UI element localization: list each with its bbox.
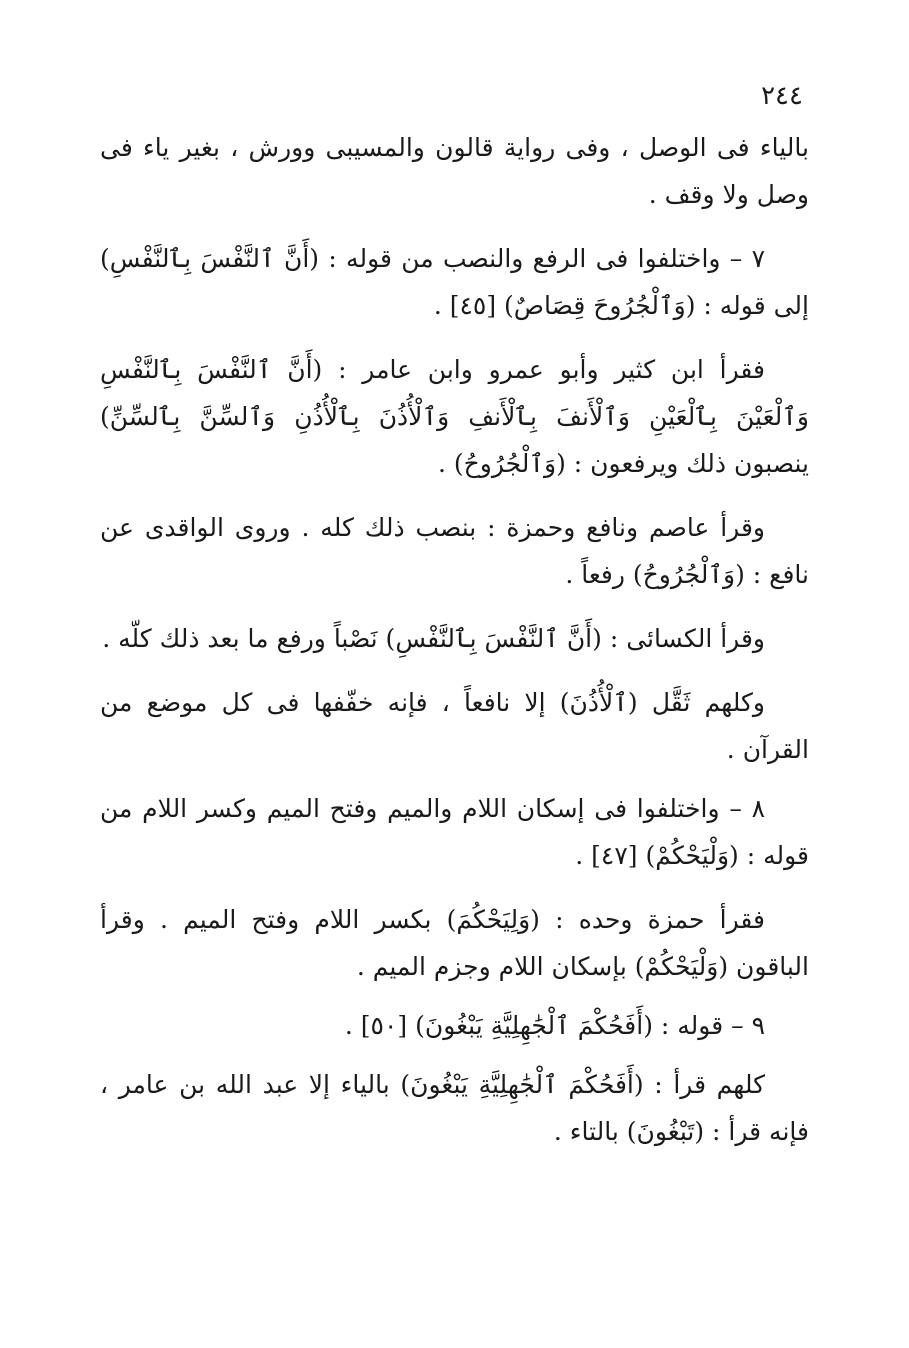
paragraph-udhun-note: وكلهم ثَقَّل (ٱلْأُذُنَ) إلا نافعاً ، فإنه خفّفها فى كل موضع من القرآن . xyxy=(100,688,809,764)
paragraph-kisai-reading: وقرأ الكسائى : (أَنَّ ٱلنَّفْسَ بِٱلنَّفْسِ) نَصْباً ورفع ما بعد ذلك كلّه . xyxy=(102,624,765,653)
paragraph-continuation: بالياء فى الوصل ، وفى رواية قالون والمسيبى وورش ، بغير ياء فى وصل ولا وقف . xyxy=(100,133,809,209)
page-body xyxy=(100,124,809,1155)
paragraph-item-8: ٨ – واختلفوا فى إسكان اللام والميم وفتح الميم وكسر اللام من قوله : (وَلْيَحْكُمْ) [٤٧] . xyxy=(100,794,809,870)
paragraph-ibn-kathir-reading: فقرأ ابن كثير وأبو عمرو وابن عامر : (أَنَّ ٱلنَّفْسَ بِٱلنَّفْسِ وَٱلْعَيْنَ بِٱلْعَيْنِ وَٱلْأَنفَ بِٱلْأَنفِ وَٱلْأُذُنَ بِٱلْأُذُنِ وَٱلسِّنَّ بِٱلسِّنِّ) ينصبون ذلك ويرفعون : (وَٱلْجُرُوحُ) . xyxy=(100,355,809,478)
paragraph-yabghun-reading: كلهم قرأ : (أَفَحُكْمَ ٱلْجَٰهِلِيَّةِ يَبْغُونَ) بالياء إلا عبد الله بن عامر ، فإنه قرأ : (تَبْغُونَ) بالتاء . xyxy=(100,1070,809,1146)
paragraph-item-9: ٩ – قوله : (أَفَحُكْمَ ٱلْجَٰهِلِيَّةِ يَبْغُونَ) [٥٠] . xyxy=(344,1011,765,1040)
page-number: ٢٤٤ xyxy=(761,81,803,111)
paragraph-hamza-reading: فقرأ حمزة وحده : (وَلِيَحْكُمَ) بكسر اللام وفتح الميم . وقرأ الباقون (وَلْيَحْكُمْ) بإسكان اللام وجزم الميم . xyxy=(100,905,809,981)
paragraph-asim-reading: وقرأ عاصم ونافع وحمزة : بنصب ذلك كله . وروى الواقدى عن نافع : (وَٱلْجُرُوحُ) رفعاً . xyxy=(100,513,809,589)
paragraph-item-7: ٧ – واختلفوا فى الرفع والنصب من قوله : (أَنَّ ٱلنَّفْسَ بِٱلنَّفْسِ) إلى قوله : (وَٱلْجُرُوحَ قِصَاصٌ) [٤٥] . xyxy=(100,244,809,320)
